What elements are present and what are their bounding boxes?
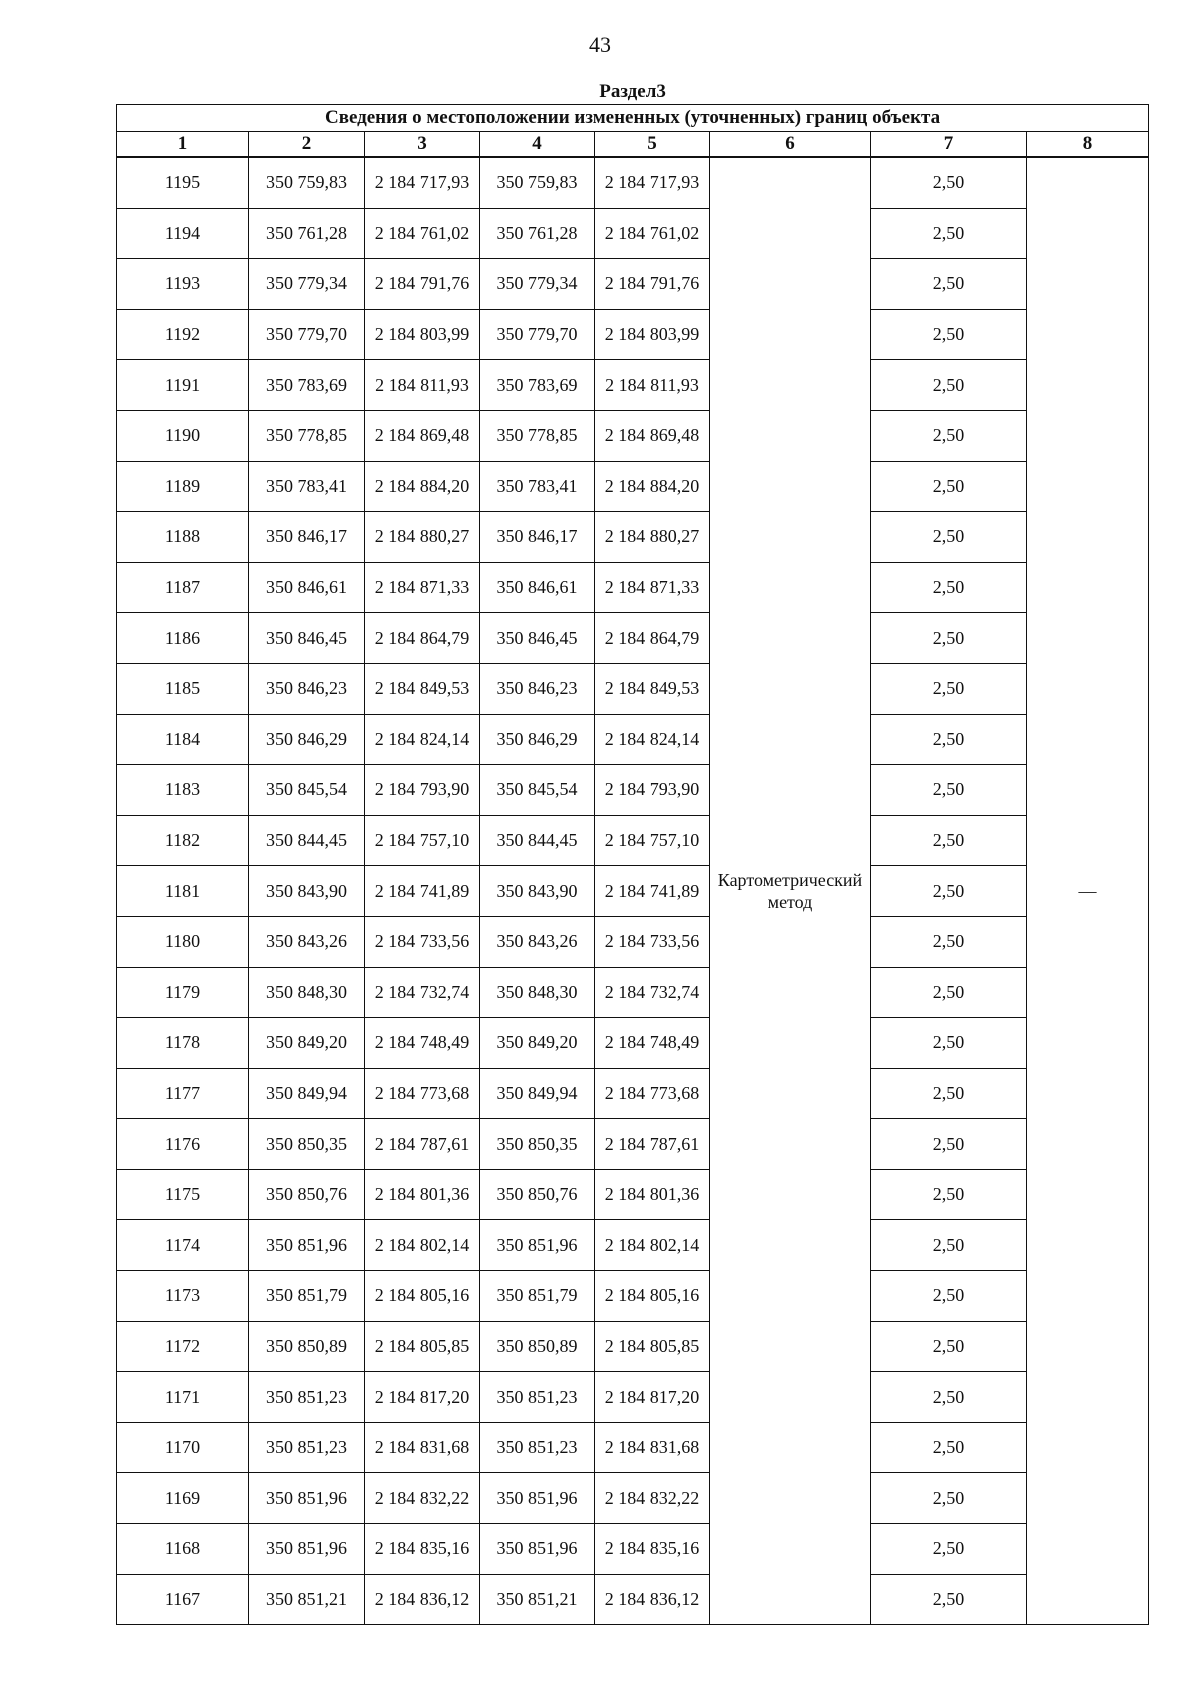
table-row <box>117 208 1149 259</box>
table-cell: 2 184 801,36 <box>595 1169 710 1220</box>
table-row <box>117 916 1149 967</box>
table-cell: 350 783,41 <box>249 461 365 512</box>
table-cell: 350 843,26 <box>249 916 365 967</box>
table-cell: 2 184 802,14 <box>365 1220 480 1271</box>
table-cell: 350 846,23 <box>249 663 365 714</box>
table-cell: 2,50 <box>871 259 1027 310</box>
table-cell: 350 779,34 <box>249 259 365 310</box>
table-cell: 1191 <box>117 360 249 411</box>
table-cell: 350 843,26 <box>480 916 595 967</box>
table-cell: 350 851,96 <box>249 1473 365 1524</box>
table-cell: 2 184 793,90 <box>365 765 480 816</box>
table-cell: 2,50 <box>871 866 1027 917</box>
table-cell: 350 846,45 <box>249 613 365 664</box>
table-cell: 1190 <box>117 410 249 461</box>
table-cell: 1175 <box>117 1169 249 1220</box>
table-cell: 350 849,94 <box>480 1068 595 1119</box>
table-cell: 350 846,61 <box>249 562 365 613</box>
table-cell: 2 184 871,33 <box>595 562 710 613</box>
table-cell: 2 184 880,27 <box>595 512 710 563</box>
table-cell: 350 846,29 <box>249 714 365 765</box>
table-row <box>117 259 1149 310</box>
table-cell: 1195 <box>117 157 249 208</box>
table-cell: 350 783,69 <box>249 360 365 411</box>
table-row <box>117 410 1149 461</box>
table-cell: 350 761,28 <box>480 208 595 259</box>
table-cell: 2 184 849,53 <box>595 663 710 714</box>
table-cell: 1178 <box>117 1018 249 1069</box>
table-title: Сведения о местоположении измененных (уточненных) границ объекта <box>117 105 1149 132</box>
table-row <box>117 562 1149 613</box>
table-cell: 2 184 871,33 <box>365 562 480 613</box>
column-header: 2 <box>249 132 365 158</box>
table-cell: 350 851,96 <box>249 1524 365 1575</box>
table-cell: 2 184 802,14 <box>595 1220 710 1271</box>
table-cell: 1194 <box>117 208 249 259</box>
column-header: 3 <box>365 132 480 158</box>
table-cell: 2,50 <box>871 1169 1027 1220</box>
table-cell: 2 184 801,36 <box>365 1169 480 1220</box>
table-cell: 2 184 793,90 <box>595 765 710 816</box>
table-cell: 350 783,41 <box>480 461 595 512</box>
table-cell: 2,50 <box>871 1372 1027 1423</box>
table-cell: 1188 <box>117 512 249 563</box>
table-cell: 350 851,96 <box>480 1220 595 1271</box>
table-cell: 2 184 824,14 <box>595 714 710 765</box>
table-cell: 1174 <box>117 1220 249 1271</box>
table-cell: 350 851,21 <box>480 1574 595 1625</box>
table-cell: 2 184 717,93 <box>365 157 480 208</box>
table-cell: 1187 <box>117 562 249 613</box>
table-cell: 2 184 791,76 <box>595 259 710 310</box>
table-cell: 2 184 869,48 <box>595 410 710 461</box>
table-row <box>117 512 1149 563</box>
table-cell: 2 184 733,56 <box>365 916 480 967</box>
table-cell: 350 850,35 <box>249 1119 365 1170</box>
column-header-row <box>117 132 1149 158</box>
table-cell: 350 846,45 <box>480 613 595 664</box>
table-cell: 350 844,45 <box>249 815 365 866</box>
table-cell: 2 184 869,48 <box>365 410 480 461</box>
table-cell: 1171 <box>117 1372 249 1423</box>
table-row <box>117 663 1149 714</box>
table-cell: 350 846,17 <box>480 512 595 563</box>
table-cell: 2 184 757,10 <box>595 815 710 866</box>
table-cell: 2 184 773,68 <box>365 1068 480 1119</box>
table-cell: 2 184 849,53 <box>365 663 480 714</box>
table-cell: 1181 <box>117 866 249 917</box>
column-header: 8 <box>1027 132 1149 158</box>
table-cell: 2 184 817,20 <box>365 1372 480 1423</box>
column-header: 1 <box>117 132 249 158</box>
table-cell: 1180 <box>117 916 249 967</box>
table-cell: 2 184 733,56 <box>595 916 710 967</box>
table-cell: 2 184 732,74 <box>365 967 480 1018</box>
table-row <box>117 1018 1149 1069</box>
title-row <box>117 105 1149 132</box>
table-cell: 2,50 <box>871 916 1027 967</box>
table-cell: 350 778,85 <box>249 410 365 461</box>
table-cell: 2 184 741,89 <box>365 866 480 917</box>
table-cell: 2,50 <box>871 765 1027 816</box>
table-cell: 2 184 880,27 <box>365 512 480 563</box>
table-cell: 350 779,34 <box>480 259 595 310</box>
table-cell: 2,50 <box>871 157 1027 208</box>
table-cell: 2,50 <box>871 309 1027 360</box>
table-row <box>117 157 1149 208</box>
table-cell: 350 849,94 <box>249 1068 365 1119</box>
table-cell: 2 184 791,76 <box>365 259 480 310</box>
table-cell: 350 851,79 <box>480 1271 595 1322</box>
table-cell: 350 848,30 <box>480 967 595 1018</box>
column-header: 5 <box>595 132 710 158</box>
table-cell: 350 761,28 <box>249 208 365 259</box>
table-cell: 1170 <box>117 1422 249 1473</box>
table-cell: 2 184 757,10 <box>365 815 480 866</box>
table-row <box>117 1169 1149 1220</box>
table-cell: 350 846,61 <box>480 562 595 613</box>
table-row <box>117 815 1149 866</box>
table-cell: 2,50 <box>871 1068 1027 1119</box>
table-cell: 2,50 <box>871 1018 1027 1069</box>
table-cell: 350 779,70 <box>249 309 365 360</box>
table-cell: 2 184 835,16 <box>595 1524 710 1575</box>
table-cell: 1179 <box>117 967 249 1018</box>
table-cell: 2 184 832,22 <box>365 1473 480 1524</box>
table-cell: 2,50 <box>871 663 1027 714</box>
table-row <box>117 309 1149 360</box>
table-cell: 2 184 717,93 <box>595 157 710 208</box>
table-cell: 350 759,83 <box>249 157 365 208</box>
table-cell: 2 184 831,68 <box>595 1422 710 1473</box>
table-cell: 2 184 831,68 <box>365 1422 480 1473</box>
table-cell: 350 849,20 <box>249 1018 365 1069</box>
table-cell: 1193 <box>117 259 249 310</box>
table-cell: 350 851,21 <box>249 1574 365 1625</box>
table-cell: 1169 <box>117 1473 249 1524</box>
table-cell: 350 845,54 <box>249 765 365 816</box>
table-cell: 2,50 <box>871 714 1027 765</box>
table-cell: 2,50 <box>871 208 1027 259</box>
table-cell: 2 184 884,20 <box>365 461 480 512</box>
table-cell: 2,50 <box>871 1220 1027 1271</box>
table-cell: 1184 <box>117 714 249 765</box>
table-cell: 2,50 <box>871 461 1027 512</box>
table-cell: 350 851,96 <box>480 1473 595 1524</box>
table-row <box>117 1321 1149 1372</box>
table-cell: 2 184 884,20 <box>595 461 710 512</box>
table-cell: 1167 <box>117 1574 249 1625</box>
table-cell: 2 184 817,20 <box>595 1372 710 1423</box>
table-cell: 2,50 <box>871 613 1027 664</box>
table-row <box>117 1068 1149 1119</box>
boundary-coordinates-table <box>116 80 1149 1625</box>
table-cell: 2,50 <box>871 1119 1027 1170</box>
table-cell: 350 851,23 <box>480 1372 595 1423</box>
table-cell: 350 851,23 <box>249 1422 365 1473</box>
table-cell: 2,50 <box>871 1524 1027 1575</box>
table-cell: 350 779,70 <box>480 309 595 360</box>
table-cell: 350 845,54 <box>480 765 595 816</box>
table-cell: 350 846,17 <box>249 512 365 563</box>
method-cell: Картометрический метод <box>710 157 871 1625</box>
table-row <box>117 1574 1149 1625</box>
table-cell: 350 849,20 <box>480 1018 595 1069</box>
table-cell: 2 184 805,16 <box>595 1271 710 1322</box>
table-cell: 1182 <box>117 815 249 866</box>
table-cell: 2 184 811,93 <box>365 360 480 411</box>
table-row <box>117 461 1149 512</box>
table-cell: 1172 <box>117 1321 249 1372</box>
table-cell: 350 783,69 <box>480 360 595 411</box>
table-row <box>117 765 1149 816</box>
table-cell: 2 184 832,22 <box>595 1473 710 1524</box>
table-row <box>117 613 1149 664</box>
table-cell: 350 851,79 <box>249 1271 365 1322</box>
table-cell: 2,50 <box>871 562 1027 613</box>
table-cell: 350 850,76 <box>249 1169 365 1220</box>
table-cell: 2 184 864,79 <box>595 613 710 664</box>
table-cell: 350 759,83 <box>480 157 595 208</box>
column-8-cell: — <box>1027 157 1149 1625</box>
table-cell: 1177 <box>117 1068 249 1119</box>
table-cell: 350 850,76 <box>480 1169 595 1220</box>
table-cell: 350 851,23 <box>249 1372 365 1423</box>
column-header: 4 <box>480 132 595 158</box>
table-row <box>117 967 1149 1018</box>
table-cell: 1168 <box>117 1524 249 1575</box>
table-cell: 2,50 <box>871 512 1027 563</box>
table-cell: 350 843,90 <box>480 866 595 917</box>
table-cell: 350 843,90 <box>249 866 365 917</box>
table-cell: 350 850,35 <box>480 1119 595 1170</box>
table-cell: 350 846,29 <box>480 714 595 765</box>
table-cell: 2 184 864,79 <box>365 613 480 664</box>
table-cell: 350 844,45 <box>480 815 595 866</box>
table-cell: 2 184 741,89 <box>595 866 710 917</box>
table-row <box>117 1372 1149 1423</box>
table-cell: 2 184 803,99 <box>365 309 480 360</box>
table-cell: 1192 <box>117 309 249 360</box>
table-cell: 2 184 748,49 <box>365 1018 480 1069</box>
table-cell: 2 184 811,93 <box>595 360 710 411</box>
table-cell: 2 184 732,74 <box>595 967 710 1018</box>
table-cell: 2 184 773,68 <box>595 1068 710 1119</box>
table-cell: 350 850,89 <box>480 1321 595 1372</box>
table-cell: 2 184 787,61 <box>365 1119 480 1170</box>
table-cell: 350 851,96 <box>249 1220 365 1271</box>
table-row <box>117 1473 1149 1524</box>
table-row <box>117 1422 1149 1473</box>
table-row <box>117 1524 1149 1575</box>
section-label: Раздел3 <box>599 81 666 102</box>
table-row <box>117 1119 1149 1170</box>
table-cell: 2 184 803,99 <box>595 309 710 360</box>
table-cell: 2 184 835,16 <box>365 1524 480 1575</box>
table-cell: 2 184 748,49 <box>595 1018 710 1069</box>
table-cell: 2,50 <box>871 1321 1027 1372</box>
table-cell: 2 184 805,85 <box>595 1321 710 1372</box>
table-cell: 350 778,85 <box>480 410 595 461</box>
table-cell: 350 846,23 <box>480 663 595 714</box>
table-cell: 2,50 <box>871 1473 1027 1524</box>
table-row <box>117 1271 1149 1322</box>
table-cell: 2 184 836,12 <box>365 1574 480 1625</box>
section-row <box>117 80 1149 105</box>
table-row <box>117 360 1149 411</box>
table-cell: 2,50 <box>871 967 1027 1018</box>
page-number: 43 <box>589 32 611 57</box>
table-cell: 2,50 <box>871 410 1027 461</box>
table-cell: 2 184 836,12 <box>595 1574 710 1625</box>
table-cell: 2 184 824,14 <box>365 714 480 765</box>
table-cell: 1189 <box>117 461 249 512</box>
table-row <box>117 714 1149 765</box>
table-cell: 350 851,23 <box>480 1422 595 1473</box>
table-cell: 2 184 805,16 <box>365 1271 480 1322</box>
table-cell: 1176 <box>117 1119 249 1170</box>
table-cell: 2 184 787,61 <box>595 1119 710 1170</box>
table-cell: 1173 <box>117 1271 249 1322</box>
table-cell: 1183 <box>117 765 249 816</box>
table-cell: 2,50 <box>871 1422 1027 1473</box>
column-header: 7 <box>871 132 1027 158</box>
table-cell: 350 850,89 <box>249 1321 365 1372</box>
table-cell: 1185 <box>117 663 249 714</box>
table-cell: 350 848,30 <box>249 967 365 1018</box>
table-cell: 2 184 761,02 <box>595 208 710 259</box>
table-cell: 2 184 761,02 <box>365 208 480 259</box>
table-cell: 2,50 <box>871 1574 1027 1625</box>
table-row <box>117 1220 1149 1271</box>
table-cell: 2,50 <box>871 815 1027 866</box>
column-header: 6 <box>710 132 871 158</box>
table-cell: 2,50 <box>871 360 1027 411</box>
table-cell: 350 851,96 <box>480 1524 595 1575</box>
table-row <box>117 866 1149 917</box>
table-cell: 2 184 805,85 <box>365 1321 480 1372</box>
table-cell: 2,50 <box>871 1271 1027 1322</box>
table-cell: 1186 <box>117 613 249 664</box>
